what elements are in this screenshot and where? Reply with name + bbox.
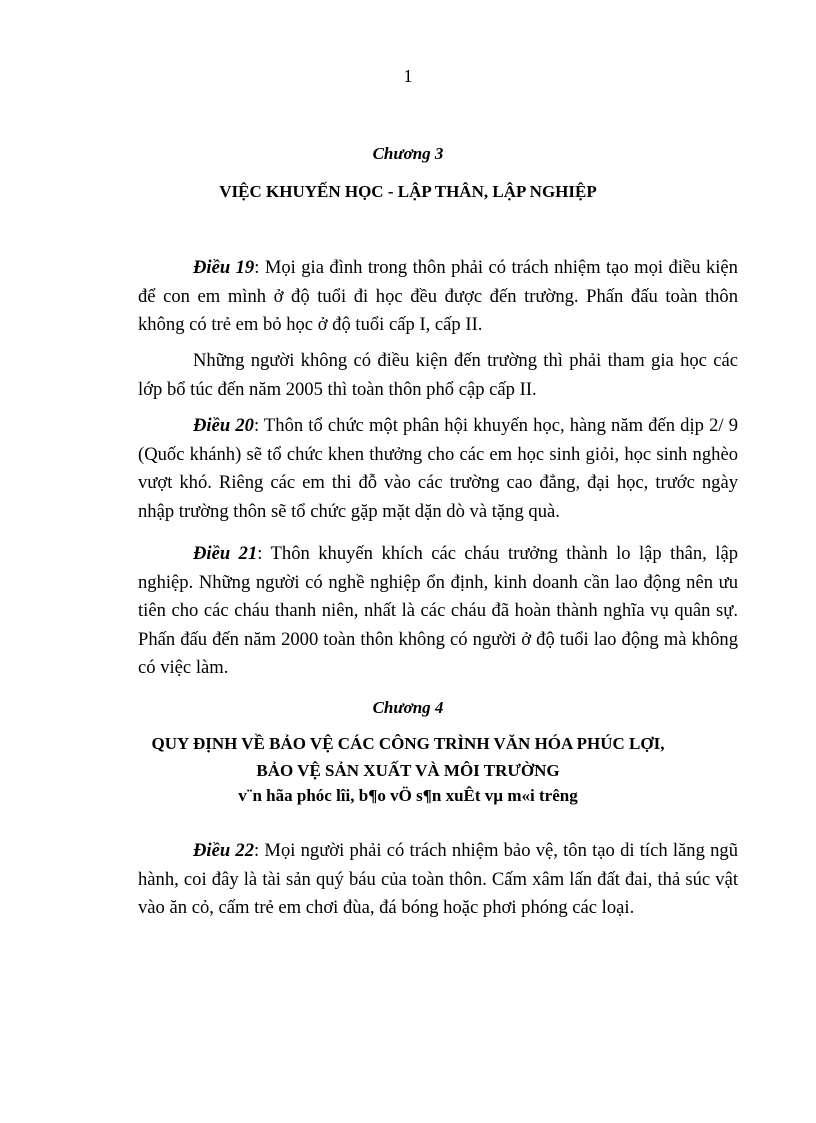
chapter-3-title: VIỆC KHUYẾN HỌC - LẬP THÂN, LẬP NGHIỆP	[219, 182, 597, 201]
chapter-4-label: Chương 4	[372, 698, 444, 717]
chapter-3-label: Chương 3	[372, 144, 444, 163]
article-19-continuation	[138, 347, 738, 404]
chapter-4-garbled-subtitle: v¨n hãa phóc lîi, b¶o vÖ s¶n xuÊt vµ m«i trêng	[238, 786, 578, 805]
article-21	[138, 540, 738, 683]
article-label: Điều 19	[193, 257, 255, 278]
chapter-4-title-line1: QUY ĐỊNH VỀ BẢO VỆ CÁC CÔNG TRÌNH VĂN HÓA PHÚC LỢI,	[151, 734, 665, 753]
article-text: : Mọi người phải có trách nhiệm bảo vệ, tôn tạo di tích lăng ngũ hành, coi đây là tài sản quý báu của toàn thôn. Cấm xâm lấn đất đai, thả súc vật vào ăn cỏ, cấm trẻ em chơi đùa, đá bóng hoặc phơi phóng các loại.	[138, 840, 738, 918]
article-label: Điều 22	[193, 840, 255, 861]
article-text: : Mọi gia đình trong thôn phải có trách nhiệm tạo mọi điều kiện để con em mình ở độ tuổi đi học đều được đến trường. Phấn đấu toàn thôn không có trẻ em bỏ học ở độ tuổi cấp I, cấp II.	[138, 257, 738, 335]
article-label: Điều 21	[193, 543, 258, 564]
article-text: Những người không có điều kiện đến trường thì phải tham gia học các lớp bổ túc đến năm 2005 thì toàn thôn phổ cập cấp II.	[138, 350, 738, 400]
page-number: 1	[403, 66, 413, 86]
article-text: : Thôn tổ chức một phân hội khuyến học, hàng năm đến dịp 2/ 9 (Quốc khánh) sẽ tổ chức khen thưởng cho các em học sinh giỏi, học sinh nghèo vượt khó. Riêng các em thi đỗ vào các trường cao đẳng, đại học, trước ngày nhập trường thôn sẽ tổ chức gặp mặt dặn dò và tặng quà.	[138, 415, 738, 522]
chapter-4-title-line2: BẢO VỆ SẢN XUẤT VÀ MÔI TRƯỜNG	[256, 761, 560, 780]
article-22	[138, 837, 738, 923]
article-19	[138, 254, 738, 340]
article-20	[138, 412, 738, 526]
article-text: : Thôn khuyến khích các cháu trưởng thành lo lập thân, lập nghiệp. Những người có nghề nghiệp ổn định, kinh doanh cần lao động nên ưu tiên cho các cháu thanh niên, nhất là các cháu đã hoàn thành nghĩa vụ quân sự. Phấn đấu đến năm 2000 toàn thôn không có người ở độ tuổi lao động mà không có việc làm.	[138, 543, 739, 678]
article-label: Điều 20	[193, 415, 254, 436]
